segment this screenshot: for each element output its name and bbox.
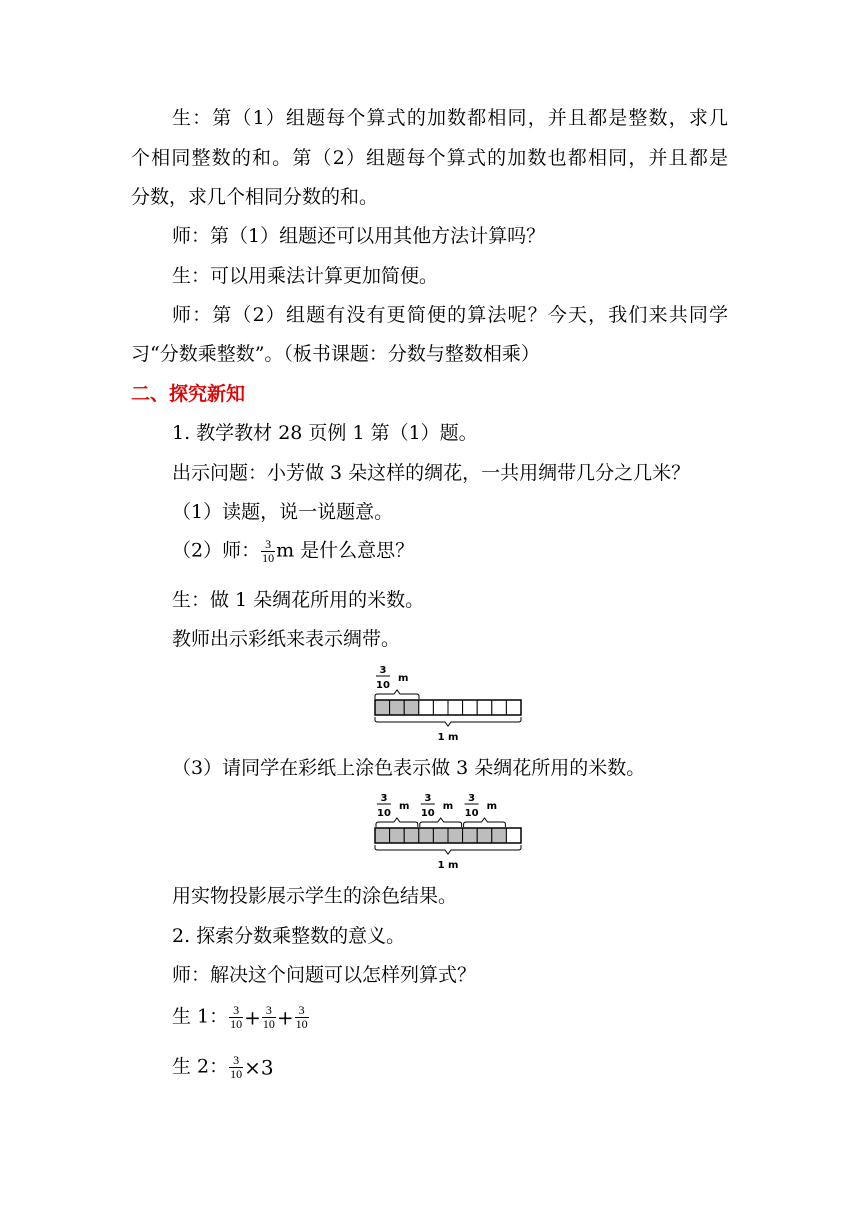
fraction-numerator: 3 xyxy=(229,1004,243,1018)
segment-label-unit: m xyxy=(398,673,409,684)
bottom-brace xyxy=(375,845,521,854)
fraction-denominator: 10 xyxy=(295,1017,308,1031)
segment-label-denominator: 10 xyxy=(420,808,435,819)
fraction-numerator: 3 xyxy=(262,1004,276,1018)
ribbon-cells xyxy=(375,700,521,715)
shaded-cell xyxy=(375,828,390,843)
student-answer: 生：做 1 朵绸花所用的米数。 xyxy=(172,589,425,611)
top-brace xyxy=(375,690,419,699)
shaded-cell xyxy=(419,828,434,843)
segment-label-numerator: 3 xyxy=(380,793,388,804)
step-2-prefix: （2）师： xyxy=(172,539,261,562)
fraction xyxy=(261,538,275,565)
student-2-label: 生 2： xyxy=(172,1055,229,1078)
fraction xyxy=(229,1004,243,1031)
empty-cell xyxy=(448,700,463,715)
shaded-cell xyxy=(375,700,390,715)
shaded-cell xyxy=(477,828,492,843)
fraction-numerator: 3 xyxy=(261,538,275,552)
paragraph-line: 个相同整数的和。第（2）组题每个算式的加数也都相同，并且都是 xyxy=(131,147,728,169)
student-2-expression xyxy=(172,1054,274,1081)
shaded-cell xyxy=(390,700,405,715)
step-2 xyxy=(172,538,414,565)
step-3: （3）请同学在彩纸上涂色表示做 3 朵绸花所用的米数。 xyxy=(172,757,646,779)
times-sign: × xyxy=(244,1055,261,1080)
fraction-denominator: 10 xyxy=(262,551,275,565)
teacher-question: 师：第（1）组题还可以用其他方法计算吗？ xyxy=(172,225,546,247)
empty-cell xyxy=(506,700,521,715)
shaded-cell xyxy=(404,828,419,843)
shaded-cell xyxy=(492,828,507,843)
fraction xyxy=(295,1004,309,1031)
empty-cell xyxy=(506,828,521,843)
multiplier: 3 xyxy=(260,1055,274,1080)
item-1: 1. 教学教材 28 页例 1 第（1）题。 xyxy=(172,422,478,444)
paragraph-line: 生：第（1）组题每个算式的加数都相同，并且都是整数，求几 xyxy=(172,107,728,129)
segment-label-denominator: 10 xyxy=(464,808,479,819)
segment-label-denominator: 10 xyxy=(376,680,390,691)
fraction-numerator: 3 xyxy=(295,1004,309,1018)
segment-label-unit: m xyxy=(486,801,498,812)
ribbon-figure-1 xyxy=(370,662,530,746)
empty-cell xyxy=(463,700,478,715)
paragraph-line: 习“分数乘整数”。（板书课题：分数与整数相乘） xyxy=(131,343,540,365)
segment-label-unit: m xyxy=(442,801,454,812)
total-length-label: 1 m xyxy=(437,732,459,743)
segment-label-numerator: 3 xyxy=(379,665,387,676)
segment-brace xyxy=(376,818,418,827)
step-2-suffix: m 是什么意思？ xyxy=(276,539,415,562)
paragraph-line: 分数，求几个相同分数的和。 xyxy=(131,186,379,208)
projection-text: 用实物投影展示学生的涂色结果。 xyxy=(172,885,458,907)
bottom-brace xyxy=(375,717,521,726)
segment-label-unit: m xyxy=(399,801,410,812)
shaded-cell xyxy=(433,828,448,843)
shaded-cell xyxy=(390,828,405,843)
teacher-show-text: 教师出示彩纸来表示绸带。 xyxy=(172,628,401,650)
segment-label-numerator: 3 xyxy=(424,793,432,804)
ribbon-cells xyxy=(375,828,521,843)
fraction-denominator: 10 xyxy=(230,1017,243,1031)
fraction xyxy=(229,1054,243,1081)
shaded-cell xyxy=(448,828,463,843)
item-2: 2. 探索分数乘整数的意义。 xyxy=(172,925,406,947)
segment-label-denominator: 10 xyxy=(377,808,391,819)
empty-cell xyxy=(433,700,448,715)
step-1: （1）读题，说一说题意。 xyxy=(172,501,394,523)
empty-cell xyxy=(477,700,492,715)
student-answer: 生：可以用乘法计算更加简便。 xyxy=(172,265,439,287)
teacher-question: 师：解决这个问题可以怎样列算式？ xyxy=(172,964,477,986)
empty-cell xyxy=(492,700,507,715)
section-heading: 二、探究新知 xyxy=(131,383,246,405)
plus-sign: + xyxy=(276,1005,294,1030)
segment-labels xyxy=(376,793,505,827)
fraction-numerator: 3 xyxy=(229,1054,243,1068)
total-length-label: 1 m xyxy=(437,860,459,871)
shaded-cell xyxy=(463,828,478,843)
student-1-label: 生 1： xyxy=(172,1005,229,1028)
segment-brace xyxy=(464,818,506,827)
segment-brace xyxy=(420,818,462,827)
paragraph-line: 师：第（2）组题有没有更简便的算法呢？今天，我们来共同学 xyxy=(172,304,728,326)
ribbon-figure-2 xyxy=(370,790,530,874)
segment-label-numerator: 3 xyxy=(468,793,476,804)
student-1-expression xyxy=(172,1004,310,1031)
plus-sign: + xyxy=(244,1005,261,1030)
fraction-denominator: 10 xyxy=(262,1017,275,1031)
problem-text: 出示问题：小芳做 3 朵这样的绸花，一共用绸带几分之几米？ xyxy=(172,462,691,484)
empty-cell xyxy=(419,700,434,715)
fraction-denominator: 10 xyxy=(230,1067,243,1081)
fraction xyxy=(262,1004,276,1031)
shaded-cell xyxy=(404,700,419,715)
